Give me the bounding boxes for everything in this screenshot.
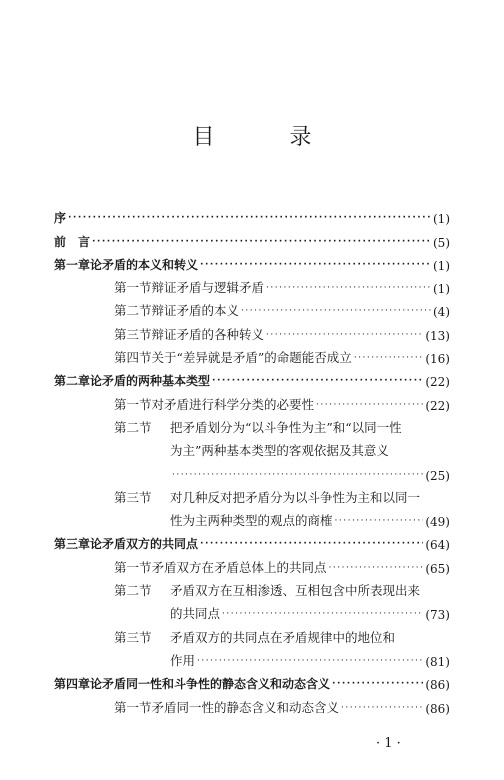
dot-leader [354, 354, 424, 363]
page-title: 目 录 [192, 125, 346, 150]
toc-entry-title: 论矛盾双方的共同点 [90, 537, 199, 552]
toc-section-entry[interactable] [54, 622, 450, 669]
toc-entry-number: 第二节 [114, 303, 152, 319]
dot-leader [212, 377, 423, 386]
toc-page-number: (1) [433, 282, 450, 297]
toc-section-entry[interactable] [54, 413, 450, 483]
toc-section-entry[interactable] [54, 296, 450, 319]
toc-section-entry[interactable] [54, 319, 450, 342]
dot-leader [241, 307, 431, 316]
toc-entry-title: 序 [54, 211, 67, 226]
toc-section-entry[interactable] [54, 576, 450, 623]
dot-leader [316, 401, 423, 410]
toc-entry-title: 对矛盾进行科学分类的必要性 [151, 396, 315, 412]
toc-section-entry[interactable] [54, 389, 450, 412]
toc-section-entry[interactable] [54, 343, 450, 366]
dot-leader [197, 657, 423, 666]
toc-entry-number: 第二节 [114, 419, 152, 435]
dot-leader [266, 284, 431, 293]
toc-page-number: (73) [425, 608, 450, 623]
toc-page-number: (49) [425, 515, 450, 530]
toc-entry-number: 第二章 [54, 374, 91, 389]
toc-entry-number: 第三节 [114, 629, 152, 645]
toc-chapter-entry[interactable] [54, 669, 450, 692]
toc-entry-title: 矛盾双方的共同点在矛盾规律中的地位和 [170, 629, 396, 645]
toc-entry-number: 第一节 [114, 559, 152, 575]
dot-leader [222, 610, 423, 619]
toc-entry-number: 第三节 [114, 489, 152, 505]
toc-entry-title: 矛盾双方在矛盾总体上的共同点 [151, 559, 327, 575]
toc-entry-number: 第一节 [114, 699, 152, 715]
toc-section-entry[interactable] [54, 552, 450, 575]
dot-leader [92, 238, 431, 247]
dot-leader [266, 331, 423, 340]
toc-chapter-entry[interactable] [54, 203, 450, 226]
toc-entry-title: 辩证矛盾的本义 [151, 303, 240, 319]
toc-entry-title: 前 言 [54, 234, 91, 249]
toc-entry-title: 为主”两种基本类型的客观依据及其意义 [170, 443, 389, 459]
toc-entry-title: 矛盾双方在互相渗透、互相包含中所表现出来 [170, 583, 421, 599]
toc-page-number: (1) [433, 212, 450, 227]
toc-entry-title: 辩证矛盾的各种转义 [151, 326, 265, 342]
dot-leader [200, 261, 431, 270]
toc-entry-number: 第三节 [114, 326, 152, 342]
toc-page-number: (16) [425, 352, 450, 367]
toc-entry-title: 性为主两种类型的观点的商榷 [170, 513, 333, 529]
toc-entry-number: 第二节 [114, 583, 152, 599]
toc-entry-title: 论矛盾的两种基本类型 [90, 374, 211, 389]
toc-entry-number: 第三章 [54, 537, 91, 552]
dot-leader [332, 680, 423, 689]
toc-page-number: (81) [425, 654, 450, 669]
toc-page-number: (86) [425, 701, 450, 716]
toc-entry-title: 关于“差异就是矛盾”的命题能否成立 [151, 350, 352, 366]
toc-page-number: (22) [425, 375, 450, 390]
toc-entry-number: 第四节 [114, 350, 152, 366]
dot-leader [335, 517, 424, 526]
dot-leader [329, 564, 424, 573]
toc-page-number: (86) [425, 678, 450, 693]
toc-entry-title: 把矛盾划分为“以斗争性为主”和“以同一性 [170, 419, 402, 435]
toc-entry-title: 论矛盾的本义和转义 [90, 257, 199, 272]
toc-page-number: (65) [425, 561, 450, 576]
dot-leader [172, 471, 423, 480]
toc-entry-title: 矛盾同一性的静态含义和动态含义 [151, 699, 340, 715]
toc-entry-title: 辩证矛盾与逻辑矛盾 [151, 280, 265, 296]
toc-page-number: (4) [433, 305, 450, 320]
toc-page-number: (13) [425, 328, 450, 343]
toc-section-entry[interactable] [54, 273, 450, 296]
toc-page-number: (64) [425, 538, 450, 553]
dot-leader [200, 540, 423, 549]
toc-entry-number: 第一章 [54, 257, 91, 272]
toc-chapter-entry[interactable] [54, 250, 450, 273]
toc-page-number: (5) [433, 235, 450, 250]
toc-entry-number: 第一节 [114, 280, 152, 296]
dot-leader [68, 214, 431, 223]
toc-chapter-entry[interactable] [54, 366, 450, 389]
toc-entry-title: 论矛盾同一性和斗争性的静态含义和动态含义 [90, 677, 331, 692]
toc-chapter-entry[interactable] [54, 226, 450, 249]
toc-entry-number: 第四章 [54, 677, 91, 692]
toc-entry-title: 作用 [170, 652, 196, 668]
toc-page-number: (1) [433, 258, 450, 273]
toc-entry-number: 第一节 [114, 396, 152, 412]
toc-section-entry[interactable] [54, 483, 450, 530]
table-of-contents [54, 203, 450, 716]
page-number: · 1 · [376, 736, 401, 751]
toc-entry-title: 对几种反对把矛盾分为以斗争性为主和以同一 [170, 489, 421, 505]
toc-chapter-entry[interactable] [54, 529, 450, 552]
toc-section-entry[interactable] [54, 692, 450, 715]
toc-page-number: (22) [425, 398, 450, 413]
dot-leader [341, 704, 423, 713]
toc-page-number: (25) [425, 468, 450, 483]
toc-entry-title: 的共同点 [170, 606, 221, 622]
